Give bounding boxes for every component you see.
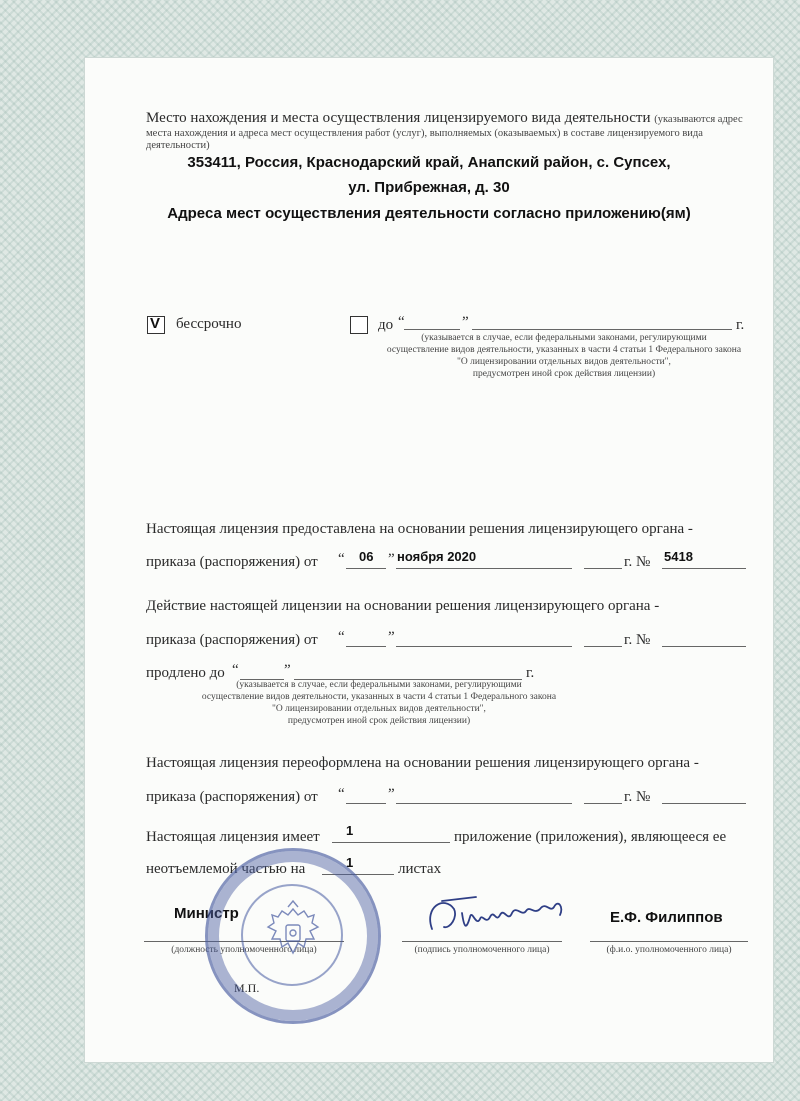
- granted-order-label: приказа (распоряжения) от: [146, 554, 318, 570]
- appendix-line-2-prefix: неотъемлемой частью на: [146, 861, 306, 877]
- granted-number-line: [662, 568, 746, 569]
- extended-note-line-3: "О лицензировании отдельных видов деятельности",: [272, 704, 486, 714]
- granted-day-line: [346, 568, 386, 569]
- double-headed-eagle-emblem: [208, 851, 378, 1021]
- granted-year-suffix: г. №: [624, 554, 651, 570]
- checkbox-check-mark: V: [150, 315, 161, 332]
- extended-day-line: [346, 646, 386, 647]
- appendix-line-1-suffix: приложение (приложения), являющееся ее: [454, 829, 727, 845]
- reissued-number-line: [662, 803, 746, 804]
- reissued-year-suffix: г. №: [624, 789, 651, 805]
- granted-day: 06: [359, 549, 374, 564]
- location-heading-note-2: места нахождения и адреса мест осуществления работ (услуг), выполняемых (оказываемых) в составе лицензируемого вида: [146, 128, 703, 139]
- reissued-order-label: приказа (распоряжения) от: [146, 789, 318, 805]
- handwritten-signature: [414, 887, 584, 945]
- seal-label: М.П.: [234, 981, 260, 995]
- appendix-count-line: [332, 842, 450, 843]
- appendix-line-1-prefix: Настоящая лицензия имеет: [146, 829, 320, 845]
- granted-number: 5418: [664, 549, 693, 564]
- reissued-month-line: [396, 803, 572, 804]
- extended-until-quote-close: ”: [284, 662, 291, 678]
- term-note-line-2: осуществление видов деятельности, указанных в части 4 статьи 1 Федерального закона: [386, 345, 742, 355]
- signer-position: Министр: [174, 905, 239, 922]
- appendix-sheets: 1: [346, 855, 354, 870]
- reissued-quote-open: “: [338, 786, 345, 802]
- name-line: [590, 941, 748, 942]
- term-note: [364, 332, 764, 380]
- extended-note: [189, 679, 569, 727]
- extended-order-label: приказа (распоряжения) от: [146, 632, 318, 648]
- until-day-line: [404, 329, 460, 330]
- term-note-line-4: предусмотрен иной срок действия лицензии): [472, 369, 656, 379]
- until-month-line: [472, 329, 732, 330]
- granted-month-line: [396, 568, 572, 569]
- extended-year-line: [584, 646, 622, 647]
- extended-quote-open: “: [338, 629, 345, 645]
- signer-name: Е.Ф. Филиппов: [610, 909, 723, 926]
- reissued-line-1: Настоящая лицензия переоформлена на основании решения лицензирующего органа -: [146, 755, 699, 771]
- granted-year-line: [584, 568, 622, 569]
- address-line-1: 353411, Россия, Краснодарский край, Анапский район, с. Супсех,: [187, 154, 671, 171]
- location-heading-text: Место нахождения и места осуществления лицензируемого вида деятельности: [146, 110, 651, 126]
- appendix-line-2-suffix: листах: [398, 861, 442, 877]
- extended-year-suffix: г. №: [624, 632, 651, 648]
- reissued-year-line: [584, 803, 622, 804]
- granted-line-1: Настоящая лицензия предоставлена на основании решения лицензирующего органа -: [146, 521, 693, 537]
- term-note-line-1: (указывается в случае, если федеральными законами, регулирующими: [421, 333, 707, 343]
- official-seal-stamp: [205, 848, 381, 1024]
- name-caption: (ф.и.о. уполномоченного лица): [606, 945, 732, 955]
- term-note-line-3: "О лицензировании отдельных видов деятельности",: [457, 357, 671, 367]
- extended-until-quote-open: “: [232, 662, 239, 678]
- reissued-day-line: [346, 803, 386, 804]
- location-heading: [146, 110, 746, 126]
- location-heading-note: (указываются адрес: [654, 114, 743, 125]
- extended-month-line: [396, 646, 572, 647]
- indefinite-checkbox[interactable]: [147, 316, 165, 334]
- license-page: [84, 57, 774, 1063]
- address-line-2: ул. Прибрежная, д. 30: [348, 179, 510, 196]
- location-heading-note-3: деятельности): [146, 140, 210, 151]
- extended-note-line-1: (указывается в случае, если федеральными законами, регулирующими: [236, 680, 522, 690]
- reissued-quote-close: ”: [388, 786, 395, 802]
- granted-quote-close: ”: [388, 551, 395, 567]
- extended-until-suffix: г.: [526, 665, 535, 681]
- granted-quote-open: “: [338, 551, 345, 567]
- position-caption: (должность уполномоченного лица): [171, 945, 317, 955]
- address-line-3: Адреса мест осуществления деятельности согласно приложению(ям): [167, 205, 691, 222]
- until-quote-open: “: [398, 314, 405, 330]
- extended-note-line-4: предусмотрен иной срок действия лицензии): [287, 716, 471, 726]
- granted-month-year: ноября 2020: [397, 549, 477, 564]
- signature-caption: (подпись уполномоченного лица): [414, 945, 550, 955]
- until-label: до: [378, 317, 394, 333]
- extended-line-1: Действие настоящей лицензии на основании решения лицензирующего органа -: [146, 598, 660, 614]
- extended-note-line-2: осуществление видов деятельности, указанных в части 4 статьи 1 Федерального закона: [201, 692, 557, 702]
- extended-quote-close: ”: [388, 629, 395, 645]
- signature-line: [402, 941, 562, 942]
- extended-number-line: [662, 646, 746, 647]
- extended-until-label: продлено до: [146, 665, 225, 681]
- until-quote-close: ”: [462, 314, 469, 330]
- until-year-suffix: г.: [736, 317, 745, 333]
- appendix-count: 1: [346, 823, 354, 838]
- indefinite-label: бессрочно: [176, 316, 242, 332]
